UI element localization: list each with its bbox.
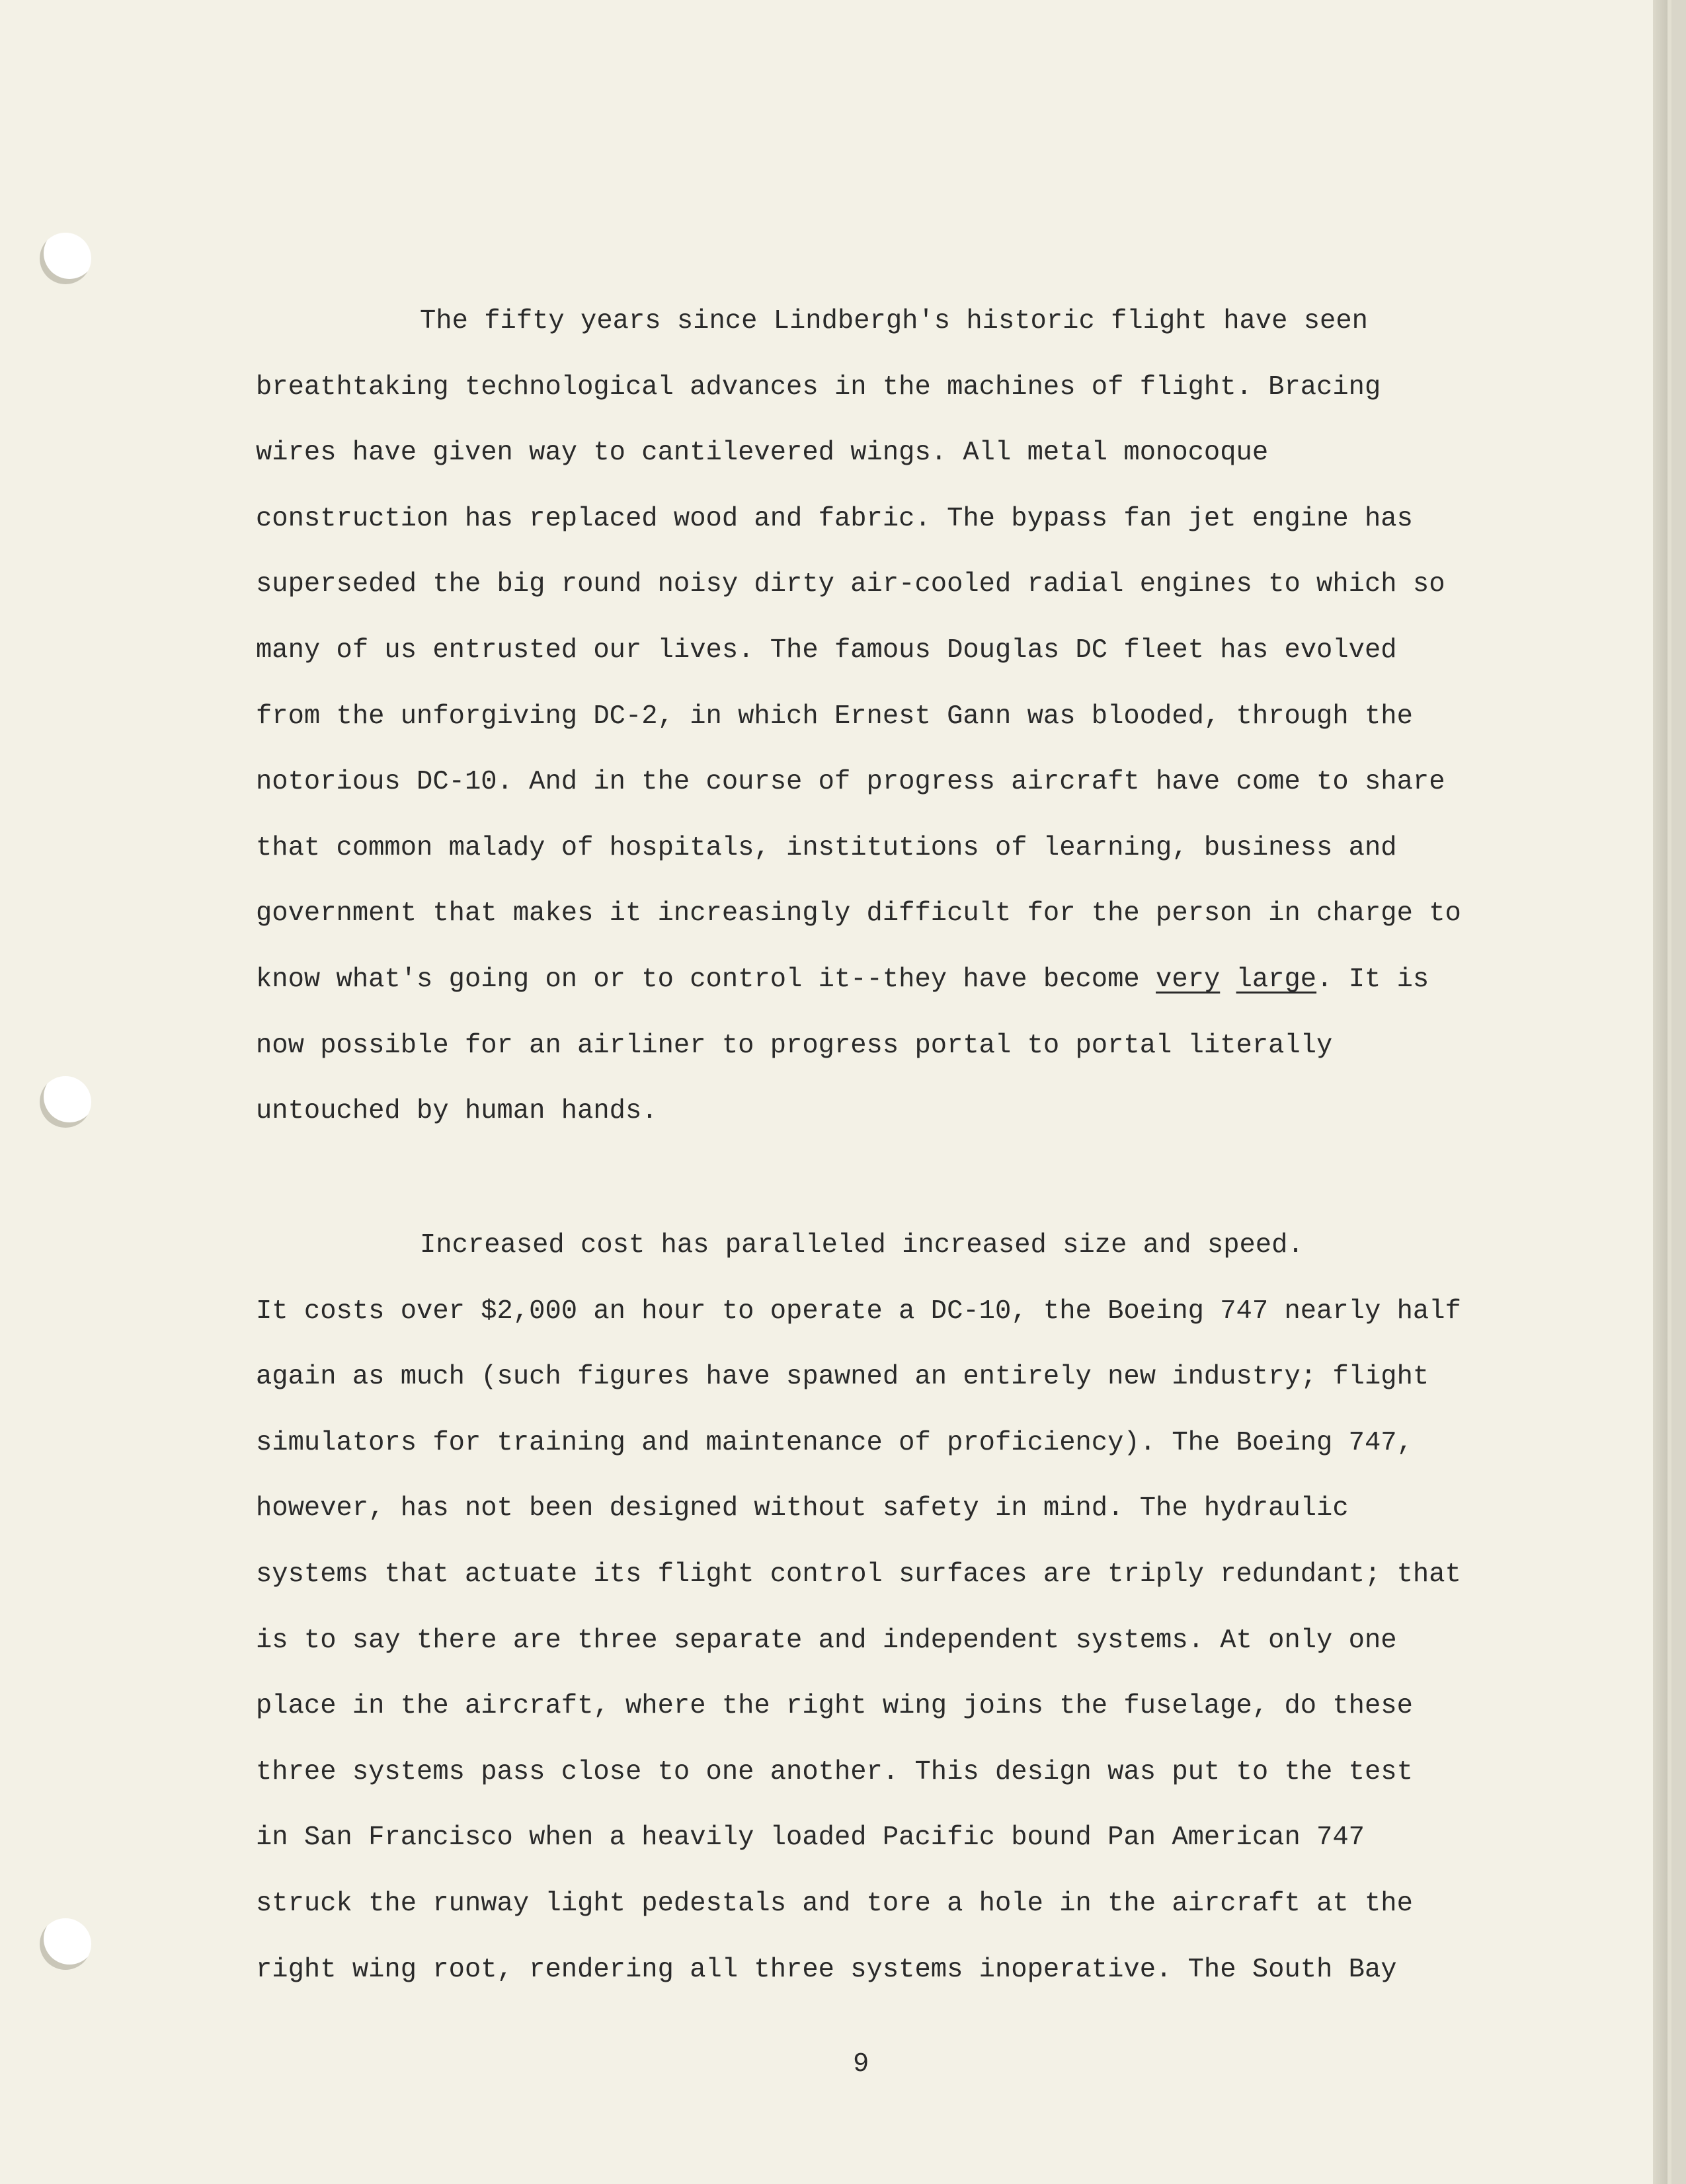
- text-line: in San Francisco when a heavily loaded Pacific bound Pan American 747: [256, 1822, 1365, 1853]
- text-line: It costs over $2,000 an hour to operate a DC-10, the Boeing 747 nearly half: [256, 1296, 1461, 1327]
- text-line: place in the aircraft, where the right wing joins the fuselage, do these: [256, 1691, 1413, 1722]
- underlined-word-large: large: [1236, 964, 1317, 995]
- binder-hole-top: [40, 233, 91, 284]
- text-line: right wing root, rendering all three systems inoperative. The South Bay: [256, 1954, 1397, 1985]
- text-line: Increased cost has paralleled increased size and speed.: [420, 1230, 1304, 1261]
- text-line: notorious DC-10. And in the course of progress aircraft have come to share: [256, 767, 1445, 798]
- page-edge-shadow: [1653, 0, 1667, 2184]
- paragraph-1: [256, 289, 1499, 1145]
- text-line-with-underline: [256, 947, 1499, 1013]
- text-line: The fifty years since Lindbergh's historic flight have seen: [420, 306, 1368, 336]
- text-line: again as much (such figures have spawned an entirely new industry; flight: [256, 1362, 1429, 1393]
- text-line: is to say there are three separate and independent systems. At only one: [256, 1625, 1397, 1656]
- text-segment: [1220, 964, 1236, 995]
- text-line: untouched by human hands.: [256, 1096, 658, 1127]
- binder-hole-bottom: [40, 1918, 91, 1970]
- text-line: breathtaking technological advances in the machines of flight. Bracing: [256, 371, 1381, 403]
- text-segment: know what's going on or to control it--they have become: [256, 964, 1156, 995]
- page-number: 9: [853, 2049, 869, 2080]
- text-line: however, has not been designed without safety in mind. The hydraulic: [256, 1493, 1349, 1524]
- text-line: now possible for an airliner to progress portal to portal literally: [256, 1030, 1333, 1061]
- text-line: superseded the big round noisy dirty air-cooled radial engines to which so: [256, 569, 1445, 600]
- text-line: that common malady of hospitals, institutions of learning, business and: [256, 832, 1397, 863]
- text-line: government that makes it increasingly difficult for the person in charge to: [256, 898, 1461, 929]
- text-line: from the unforgiving DC-2, in which Ernest Gann was blooded, through the: [256, 701, 1413, 732]
- text-line: simulators for training and maintenance of proficiency). The Boeing 747,: [256, 1427, 1413, 1458]
- text-line: systems that actuate its flight control surfaces are triply redundant; that: [256, 1559, 1461, 1590]
- text-segment: . It is: [1316, 964, 1429, 995]
- underlined-word-very: very: [1156, 964, 1221, 995]
- paragraph-2: [256, 1213, 1499, 2003]
- text-line: construction has replaced wood and fabric. The bypass fan jet engine has: [256, 503, 1413, 534]
- text-line: many of us entrusted our lives. The famous Douglas DC fleet has evolved: [256, 635, 1397, 666]
- text-line: struck the runway light pedestals and tore a hole in the aircraft at the: [256, 1888, 1413, 1919]
- binder-hole-middle: [40, 1076, 91, 1128]
- text-line: wires have given way to cantilevered wings. All metal monocoque: [256, 438, 1269, 469]
- text-line: three systems pass close to one another. This design was put to the test: [256, 1756, 1413, 1787]
